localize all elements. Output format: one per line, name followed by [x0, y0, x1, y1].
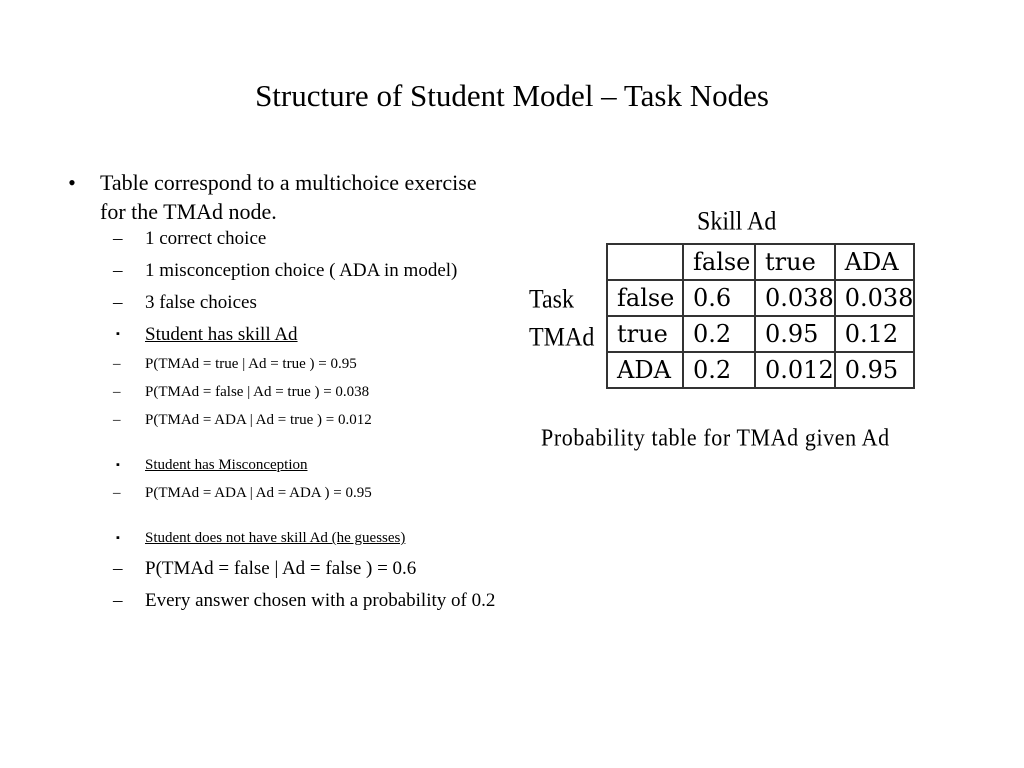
probability-table: [606, 243, 915, 389]
dash-marker: –: [113, 412, 121, 428]
sub-item: [60, 588, 500, 613]
misconception-heading: [60, 455, 500, 476]
table-cell: 0.2: [683, 352, 755, 388]
probability-item: [60, 382, 500, 403]
table-caption: Probability table for TMAd given Ad: [541, 423, 890, 452]
table-cell: 0.95: [835, 352, 915, 388]
dash-marker: –: [113, 260, 123, 281]
bullet-marker: •: [68, 170, 76, 195]
dash-marker: –: [113, 356, 121, 372]
square-marker: ▪: [116, 328, 120, 340]
probability-item-text: P(TMAd = false | Ad = true ) = 0.038: [145, 384, 370, 400]
table-cell: 0.2: [683, 316, 755, 352]
column-header: true: [755, 244, 835, 280]
probability-item: [60, 410, 500, 431]
dash-marker: –: [113, 228, 123, 249]
row-header: ADA: [607, 352, 683, 388]
noskill-heading: [60, 528, 500, 549]
table-cell: 0.038: [755, 280, 835, 316]
column-header: false: [683, 244, 755, 280]
main-bullet: [60, 168, 500, 226]
sub-item: [60, 226, 500, 251]
table-cell: 0.12: [835, 316, 915, 352]
dash-marker: –: [113, 558, 123, 579]
probability-table-figure: [525, 200, 995, 460]
probability-item: [60, 483, 500, 504]
sub-item-text: 1 misconception choice ( ADA in model): [145, 260, 458, 281]
row-group-label-tmad: TMAd: [529, 323, 595, 353]
probability-item-text: P(TMAd = true | Ad = true ) = 0.95: [145, 356, 357, 372]
table-corner-cell: [607, 244, 683, 280]
slide-title: Structure of Student Model – Task Nodes: [255, 78, 769, 113]
bullet-list: [60, 168, 500, 613]
table-row: [607, 280, 914, 316]
square-marker: ▪: [116, 459, 120, 471]
table-cell: 0.6: [683, 280, 755, 316]
row-group-label-task: Task: [529, 285, 574, 315]
table-cell: 0.95: [755, 316, 835, 352]
misconception-heading-text: Student has Misconception: [145, 457, 308, 473]
dash-marker: –: [113, 384, 121, 400]
sub-item-text: 3 false choices: [145, 292, 257, 313]
table-row: [607, 352, 914, 388]
probability-item: [60, 556, 500, 581]
dash-marker: –: [113, 590, 123, 611]
row-header: true: [607, 316, 683, 352]
sub-item: [60, 258, 500, 283]
sub-item-text: Every answer chosen with a probability of 0.2: [145, 590, 496, 611]
sub-item-text: 1 correct choice: [145, 228, 267, 249]
sub-item: [60, 290, 500, 315]
table-header-row: [607, 244, 914, 280]
dash-marker: –: [113, 485, 121, 501]
table-cell: 0.012: [755, 352, 835, 388]
probability-item-text: P(TMAd = false | Ad = false ) = 0.6: [145, 558, 417, 579]
skill-heading: [60, 322, 500, 347]
probability-item-text: P(TMAd = ADA | Ad = true ) = 0.012: [145, 412, 372, 428]
column-header: ADA: [835, 244, 915, 280]
square-marker: ▪: [116, 532, 120, 544]
noskill-heading-text: Student does not have skill Ad (he guesses): [145, 530, 406, 546]
main-bullet-text: Table correspond to a multichoice exercise for the TMAd node.: [100, 170, 477, 224]
table-cell: 0.038: [835, 280, 915, 316]
column-group-label: Skill Ad: [697, 207, 777, 237]
dash-marker: –: [113, 292, 123, 313]
probability-item-text: P(TMAd = ADA | Ad = ADA ) = 0.95: [145, 485, 372, 501]
row-header: false: [607, 280, 683, 316]
probability-item: [60, 354, 500, 375]
table-row: [607, 316, 914, 352]
skill-heading-text: Student has skill Ad: [145, 324, 298, 345]
